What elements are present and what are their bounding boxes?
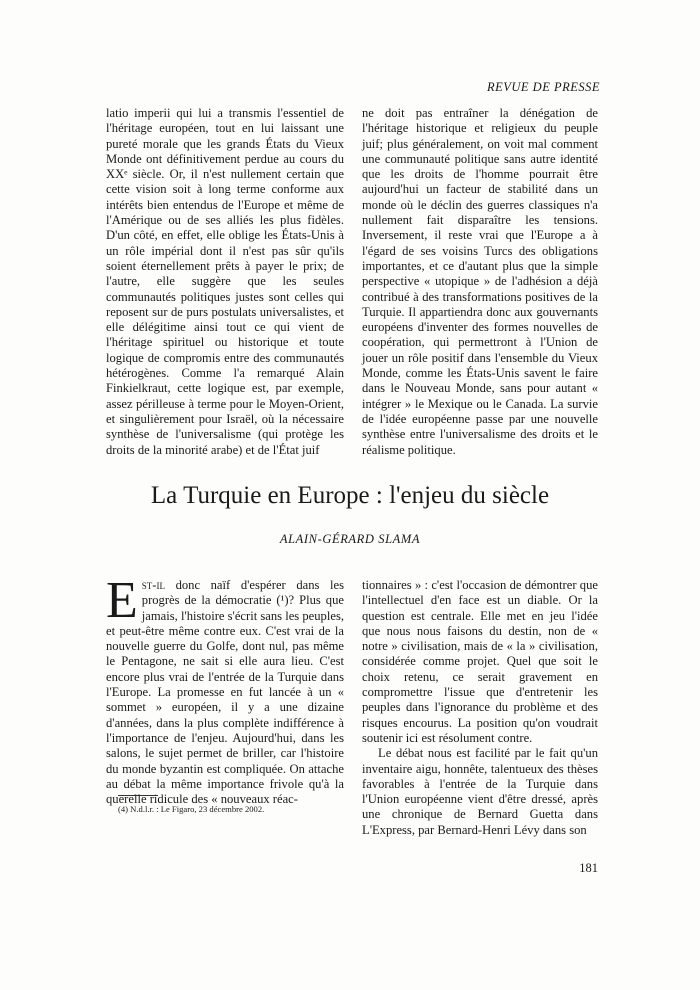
article-left-column xyxy=(106,572,344,807)
continuation-left-text: latio imperii qui lui a transmis l'essentiel de l'héritage européen, tout en lui laissant une pureté morale que les grands États du Vieux Monde ont définitivement perdue au cours du XXᵉ siècle. Or, il n'est nullement certain que cette vision soit à long terme conforme aux intérêts bien entendus de l'Europe et même de l'Amérique ou de ses alliés les plus fidèles. D'un côté, en effet, elle oblige les États-Unis à un rôle impérial dont il n'est pas sûr qu'ils soient éternellement prêts à payer le prix; de l'autre, elle suggère que les seules communautés politiques justes sont celles qui reposent sur de purs postulats universalistes, et elle délégitime ainsi tout ce qui vient de l'héritage spirituel ou historique et toute logique de compromis entre des communautés hétérogènes. Comme l'a remarqué Alain Finkielkraut, cette logique est, par exemple, assez périlleuse à terme pour le Moyen-Orient, et singulièrement pour Israël, où la nécessaire synthèse de l'universalisme (qui protège les droits de la minorité arabe) et de l'État juif xyxy=(106,106,344,457)
opening-small-caps: st-il xyxy=(141,578,165,592)
article-author: ALAIN-GÉRARD SLAMA xyxy=(279,532,421,546)
article-right-column xyxy=(362,578,598,838)
continuation-right-column xyxy=(362,106,598,458)
continuation-left-column xyxy=(106,106,344,458)
page-number: 181 xyxy=(579,861,598,875)
opening-text: donc naïf d'espérer dans les progrès de la démocratie (¹)? Plus que jamais, l'histoire s'écrit sans les peuples, et peut-être même contre eux. C'est vrai de la nouvelle guerre du Golfe, dont nul, pas même le Pentagone, ne sait si elle aura lieu. C'est encore plus vrai de l'entrée de la Turquie dans l'Europe. La promesse en fut lancée à un « sommet » européen, il y a une dizaine d'années, dans la plus complète indifférence à l'importance de l'enjeu. Aujourd'hui, dans les salons, le sujet permet de briller, car l'histoire du monde byzantin est compliquée. On attache au débat la même importance frivole qu'à la querelle ridicule des « nouveaux réac- xyxy=(106,578,344,807)
continuation-right-text: ne doit pas entraîner la dénégation de l'héritage historique et religieux du peuple juif; plus généralement, on voit mal comment une communauté politique sans autre identité que les droits de l'homme pourrait être aujourd'hui un facteur de stabilité dans un monde où le déclin des guerres classiques n'a nullement fait disparaître les tensions. Inversement, il reste vrai que l'Europe a à l'égard de ses voisins Turcs des obligations importantes, et ce d'autant plus que la simple perspective « utopique » de l'adhésion a déjà contribué à des transformations positives de la Turquie. Il appartiendra donc aux gouvernants européens d'inventer des formes nouvelles de coopération, qui permettront à l'Union de jouer un rôle positif dans l'ensemble du Vieux Monde, comme les États-Unis savent le faire dans le Nouveau Monde, sans pour autant « intégrer » le Mexique ou le Canada. La survie de l'idée européenne passe par une nouvelle synthèse entre l'universalisme des droits et le réalisme politique. xyxy=(362,106,598,457)
drop-cap: E xyxy=(106,572,138,629)
article-title: La Turquie en Europe : l'enjeu du siècle xyxy=(150,482,550,509)
article-paragraph: tionnaires » : c'est l'occasion de démontrer que l'intellectuel d'en face est un diable. Or la question est centrale. Elle met en jeu l'idée que nous nous faisons du destin, non de « notre » civilisation, mais de « la » civilisation, considérée comme projet. Quel que soit le choix retenu, ce serait gravement en compromettre l'issue que d'entretenir les peuples dans l'ignorance du problème et des risques encourus. La position qu'on voudrait soutenir ici est résolument contre. xyxy=(362,578,598,745)
running-head: REVUE DE PRESSE xyxy=(486,80,600,94)
footnote-rule xyxy=(118,795,158,796)
article-paragraph: Le débat nous est facilité par le fait qu'un inventaire aigu, honnête, talentueux des thèses favorables à l'entrée de la Turquie dans l'Union européenne vient d'être dressé, après une chronique de Bernard Guetta dans L'Express, par Bernard-Henri Lévy dans son xyxy=(362,746,598,837)
article-opening-paragraph xyxy=(106,572,344,807)
footnote: (4) N.d.l.r. : Le Figaro, 23 décembre 2002. xyxy=(118,804,265,814)
